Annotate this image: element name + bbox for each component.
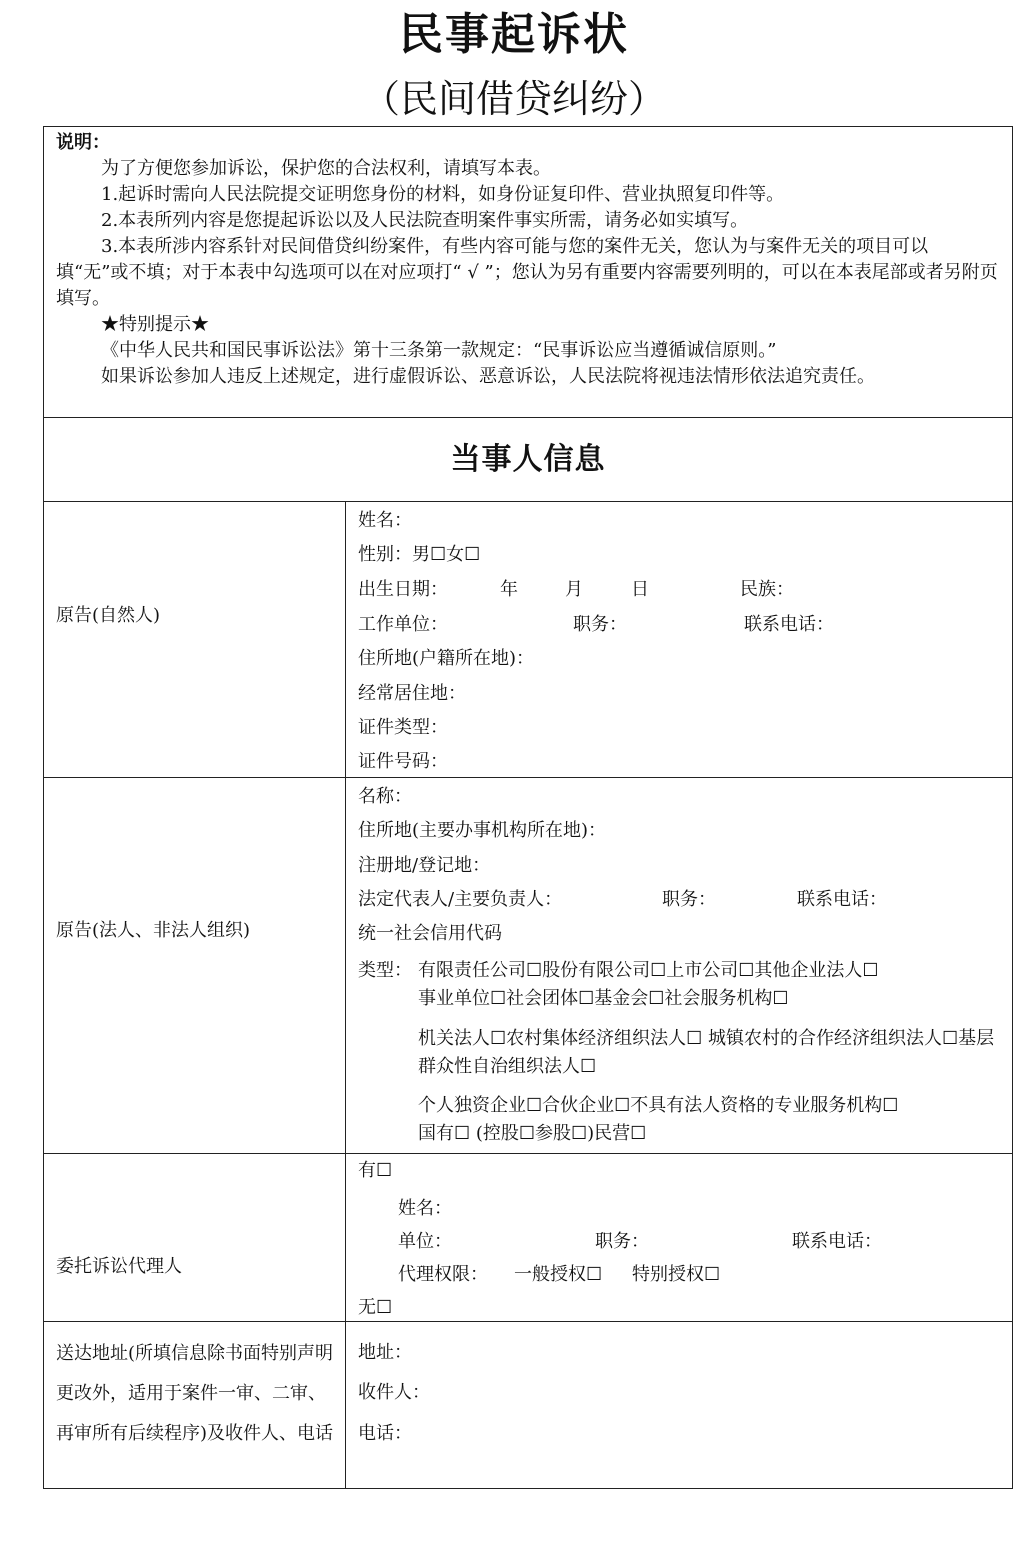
complaint-form — [43, 126, 1013, 1489]
instructions-item-1: 1.起诉时需向人民法院提交证明您身份的材料，如身份证复印件、营业执照复印件等。 — [101, 184, 785, 205]
document-subtitle: （民间借贷纠纷） — [361, 77, 666, 121]
representative-label: 法定代表人/主要负责人： — [358, 889, 563, 910]
ownership-option-row[interactable]: 国有☐ (控股☐参股☐)民营☐ — [418, 1123, 647, 1144]
employer-field[interactable] — [358, 613, 834, 637]
entity-phone-label: 联系电话： — [797, 889, 887, 910]
residence-field[interactable] — [358, 682, 466, 706]
gender-label: 性别：男☐女☐ — [358, 544, 481, 565]
document-title: 民事起诉状 — [399, 9, 629, 60]
authority-label: 代理权限： — [398, 1264, 488, 1285]
agent-name-label: 姓名： — [398, 1198, 452, 1219]
column-divider — [345, 501, 346, 1488]
agent-position-label: 职务： — [595, 1231, 649, 1252]
plaintiff-natural-fields — [358, 501, 1006, 777]
name-label: 姓名： — [358, 510, 412, 531]
position-label: 职务： — [573, 614, 627, 635]
instructions-block — [56, 130, 1000, 390]
special-notice-title: ★特别提示★ — [101, 314, 209, 335]
entity-position-label: 职务： — [662, 889, 716, 910]
agent-unit-label: 单位： — [398, 1231, 452, 1252]
recipient-field[interactable] — [358, 1381, 430, 1405]
residence-label: 经常居住地： — [358, 683, 466, 704]
id-number-label: 证件号码： — [358, 751, 448, 772]
id-type-field[interactable] — [358, 716, 448, 740]
instructions-intro: 为了方便您参加诉讼，保护您的合法权利，请填写本表。 — [101, 158, 551, 179]
employer-label: 工作单位： — [358, 614, 448, 635]
agent-label: 委托诉讼代理人 — [56, 1256, 182, 1277]
entity-name-label: 名称： — [358, 786, 412, 807]
agent-no-checkbox[interactable]: 无☐ — [358, 1297, 393, 1318]
entity-domicile-field[interactable] — [358, 819, 606, 843]
entity-type-label: 类型： — [358, 960, 412, 981]
birth-label: 出生日期： — [358, 579, 448, 600]
special-notice-warning: 如果诉讼参加人违反上述规定，进行虚假诉讼、恶意诉讼，人民法院将视违法情形依法追究责任。 — [101, 366, 875, 387]
phone-label: 联系电话： — [744, 614, 834, 635]
entity-type-option-row[interactable]: 机关法人☐农村集体经济组织法人☐ 城镇农村的合作经济组织法人☐基层群众性自治组织法人☐ — [418, 1028, 995, 1077]
address-label: 地址： — [358, 1342, 412, 1363]
gender-field[interactable] — [358, 543, 480, 567]
instructions-item-3: 3.本表所涉内容系针对民间借贷纠纷案件，有些内容可能与您的案件无关，您认为与案件无关的项目可以填“无”或不填；对于本表中勾选项可以在对应项打“ √ ”；您认为另有重要内容需要列明的，可以在本表尾部或者另附页填写。 — [56, 236, 998, 309]
entity-domicile-label: 住所地(主要办事机构所在地)： — [358, 820, 607, 841]
recipient-label: 收件人： — [358, 1382, 430, 1403]
special-notice-law: 《中华人民共和国民事诉讼法》第十三条第一款规定：“民事诉讼应当遵循诚信原则。” — [101, 340, 777, 361]
service-phone-label: 电话： — [358, 1423, 412, 1444]
agent-phone-label: 联系电话： — [792, 1231, 882, 1252]
plaintiff-legal-label: 原告(法人、非法人组织) — [56, 920, 251, 941]
agent-yes-checkbox[interactable]: 有☐ — [358, 1160, 393, 1181]
plaintiff-natural-label: 原告(自然人) — [56, 605, 161, 626]
instructions-item-2: 2.本表所列内容是您提起诉讼以及人民法院查明案件事实所需，请务必如实填写。 — [101, 210, 749, 231]
service-address-fields — [358, 1321, 1006, 1489]
entity-type-option-row[interactable]: 事业单位☐社会团体☐基金会☐社会服务机构☐ — [418, 988, 789, 1009]
name-field[interactable] — [358, 509, 412, 533]
agent-fields — [358, 1153, 1006, 1321]
address-field[interactable] — [358, 1341, 412, 1365]
ethnicity-label: 民族： — [740, 579, 794, 600]
agent-name-field[interactable] — [398, 1197, 452, 1221]
credit-code-label: 统一社会信用代码 — [358, 923, 502, 944]
representative-field[interactable] — [358, 888, 887, 912]
registered-place-label: 注册地/登记地： — [358, 855, 491, 876]
entity-type-option-row[interactable]: 有限责任公司☐股份有限公司☐上市公司☐其他企业法人☐ — [418, 960, 879, 981]
service-address-label: 送达地址(所填信息除书面特别声明更改外，适用于案件一审、二审、再审所有后续程序)及收件人、电话 — [56, 1343, 334, 1444]
id-type-label: 证件类型： — [358, 717, 448, 738]
entity-name-field[interactable] — [358, 785, 412, 809]
service-phone-field[interactable] — [358, 1422, 412, 1446]
special-authority-checkbox[interactable]: 特别授权☐ — [632, 1264, 721, 1285]
agent-authority-field — [398, 1263, 721, 1287]
domicile-label: 住所地(户籍所在地)： — [358, 648, 535, 669]
id-number-field[interactable] — [358, 750, 448, 774]
entity-type-option-row[interactable]: 个人独资企业☐合伙企业☐不具有法人资格的专业服务机构☐ — [418, 1095, 899, 1116]
domicile-field[interactable] — [358, 647, 534, 671]
credit-code-field[interactable] — [358, 922, 502, 946]
instructions-heading: 说明： — [56, 132, 110, 153]
section-title: 当事人信息 — [450, 442, 606, 477]
birth-date-field[interactable] — [358, 578, 794, 602]
agent-unit-field[interactable] — [398, 1230, 882, 1254]
registered-place-field[interactable] — [358, 854, 490, 878]
general-authority-checkbox[interactable]: 一般授权☐ — [514, 1264, 603, 1285]
plaintiff-legal-fields — [358, 777, 1006, 1153]
year-label: 年 — [500, 579, 518, 600]
day-label: 日 — [631, 579, 649, 600]
month-label: 月 — [565, 579, 583, 600]
